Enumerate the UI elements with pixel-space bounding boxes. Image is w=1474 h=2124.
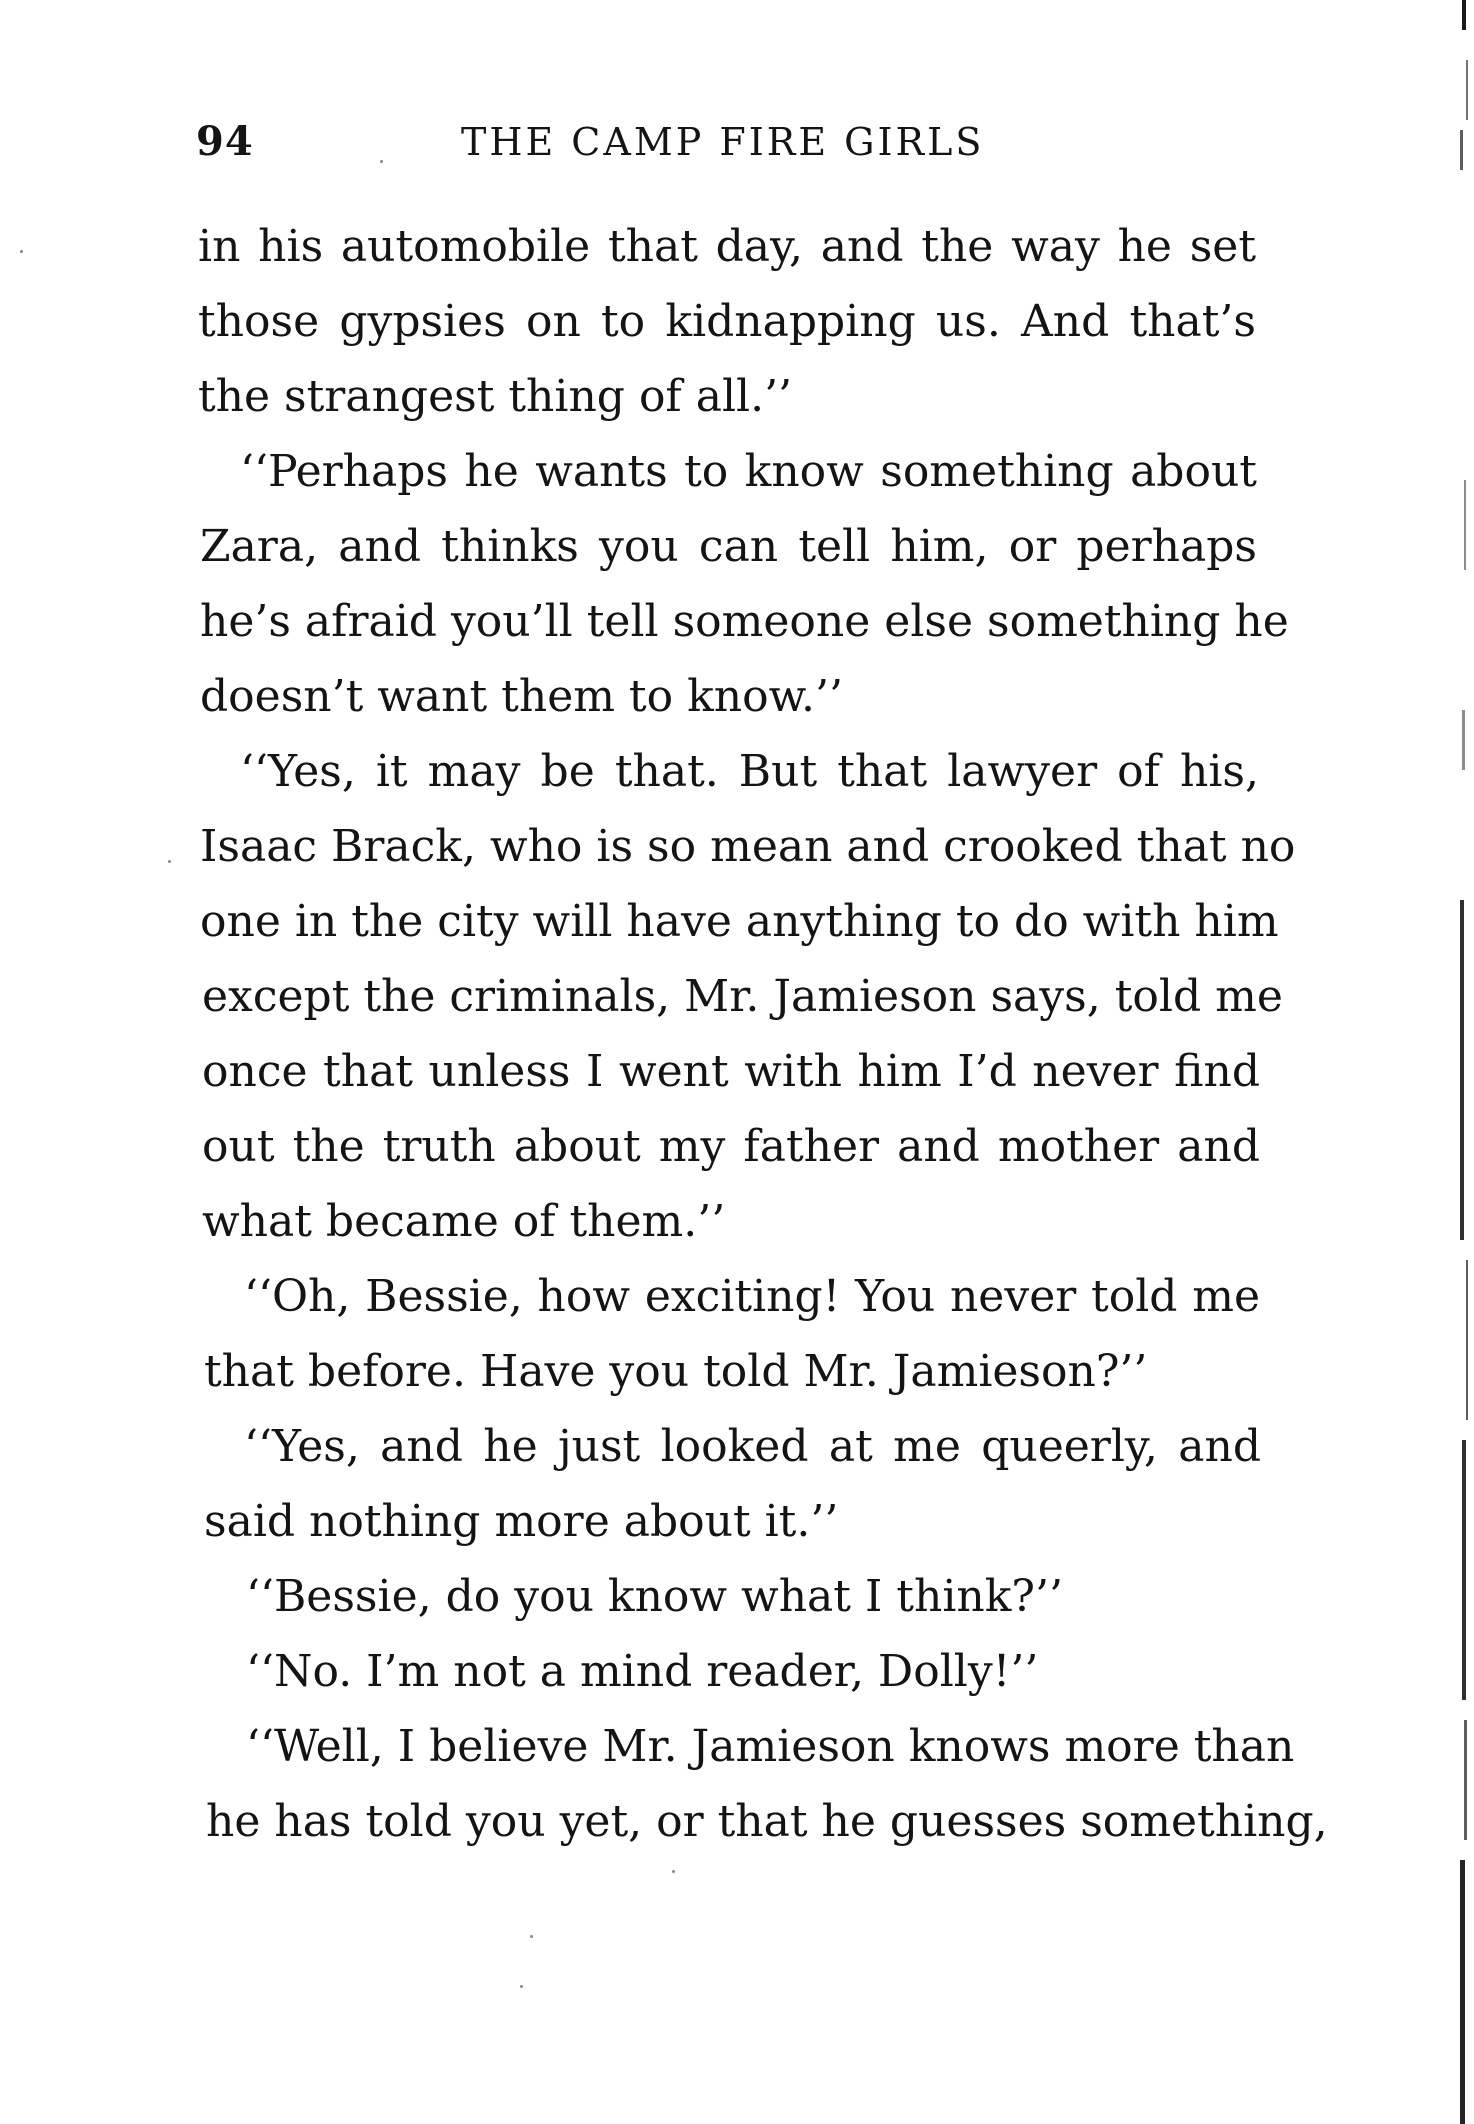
text-line: doesn’t want them to know.’’ [200, 671, 843, 722]
text-line: in his automobile that day, and the way he set [198, 221, 1256, 272]
text-line: that before. Have you told Mr. Jamieson?’’ [204, 1346, 1148, 1397]
text-line: once that unless I went with him I’d never find [202, 1046, 1260, 1097]
text-line: the strangest thing of all.’’ [198, 371, 793, 422]
text-line: he has told you yet, or that he guesses something, [206, 1796, 1328, 1847]
text-line: Zara, and thinks you can tell him, or perhaps [200, 521, 1257, 572]
text-line: ‘‘Yes, and he just looked at me queerly, and [244, 1421, 1261, 1472]
page-number: 94 [196, 118, 254, 165]
text-line: he’s afraid you’ll tell someone else something he [200, 596, 1289, 647]
text-line: one in the city will have anything to do with him [200, 896, 1279, 947]
text-line: those gypsies on to kidnapping us. And that’s [198, 296, 1256, 347]
text-line: Isaac Brack, who is so mean and crooked that no [200, 821, 1296, 872]
text-line: ‘‘Yes, it may be that. But that lawyer of his, [240, 746, 1259, 797]
text-line: ‘‘Well, I believe Mr. Jamieson knows more than [246, 1721, 1295, 1772]
text-line: ‘‘Oh, Bessie, how exciting! You never told me [244, 1271, 1260, 1322]
text-line: ‘‘Bessie, do you know what I think?’’ [246, 1571, 1063, 1622]
text-line: ‘‘No. I’m not a mind reader, Dolly!’’ [246, 1646, 1039, 1697]
running-title: THE CAMP FIRE GIRLS [461, 120, 985, 164]
text-line: ‘‘Perhaps he wants to know something about [240, 446, 1257, 497]
text-line: out the truth about my father and mother and [202, 1121, 1260, 1172]
text-line: except the criminals, Mr. Jamieson says, told me [202, 971, 1283, 1022]
text-line: said nothing more about it.’’ [204, 1496, 839, 1547]
text-line: what became of them.’’ [202, 1196, 726, 1247]
